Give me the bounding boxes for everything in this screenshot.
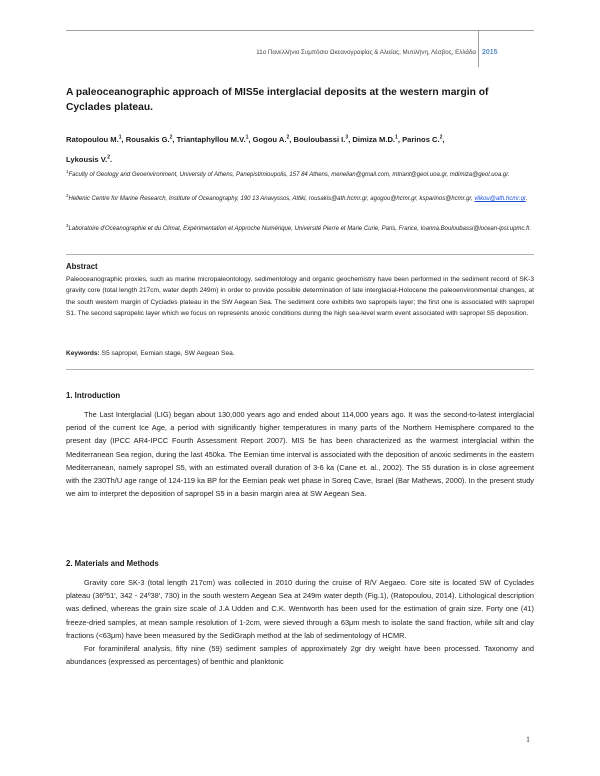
author: Bouloubassi I.$^3$, [293,134,353,144]
affiliation-2: $^2$Hellenic Centre for Marine Research, Institute of Oceanography, 190 13 Anavyssos, Attiki, rousakis@ath.hcmr.gr, agogou@hcmr.gr, ksparinos@hcmr.gr, vlikou@ath.hcmr.gr. [66,193,528,202]
paragraph: Gravity core SK-3 (total length 217cm) was collected in 2010 during the cruise of R/V Aegaeo. Core site is located SW of Cyclades plateau (36º51', 342 - 24º38', 730) in the south western Aegean Sea at 249m water depth (Fig.1), (Ratopoulou, 2014). Lithological description was defined, whereas the grain size scale of J.A Udden and C.K. Wentworth has been used for the estimation of grain size. Forty one (41) freeze-dried samples, at mean sample resolution of 1-2cm, were sieved through a 63μm mesh to isolate the sand fraction, while silt and clay fractions (<63μm) have been measured by the SediGraph method at the lab of sedimentology of HCMR. [66,578,534,640]
abstract-top-rule [66,254,534,255]
methods-body [66,576,534,668]
running-header: 11ο Πανελλήνιο Συμπόσιο Ωκεανογραφίας & Αλιείας, Μυτιλήνη, Λέσβος, Ελλάδα [256,49,476,56]
section-heading-introduction: 1. Introduction [66,391,121,400]
affiliation-1: $^1$Faculty of Geology and Geoenvironment, University of Athens, Panepistimioupolis, 157 84 Athens, menelian@gmail.com, mtriant@geol.uoa.gr, mdimiza@geol.uoa.gr. [66,169,510,178]
paper-title: A paleoceanographic approach of MIS5e interglacial deposits at the western margin of Cyclades plateau. [66,87,489,113]
header-rule [66,30,534,31]
author-list [66,128,534,169]
author: Dimiza M.D.$^1$, [352,134,403,144]
author: Ratopoulou M.$^1$, [66,134,126,144]
page-number: 1 [526,735,530,744]
abstract-text: Paleoceanographic proxies, such as marine micropaleontology, sedimentology and organic geochemistry have been performed in the sediment record of SK-3 gravity core (total length 217cm, water depth 249m) in order to provide possible determination of late interglacial-Holocene the paleoenvironmental changes, at the south western margin of Cyclades plateau in the SW Aegean Sea. The sediment core exhibits two sapropels layer; the first one is associated with sapropel S1. The second sapropelic layer which we focus on represents anoxic conditions during the high sea-level warm event associated with sapropel S5 deposition. [66,276,534,317]
author: Triantaphyllou M.V.$^1$, [176,134,253,144]
paragraph: The Last Interglacial (LIG) began about 130,000 years ago and ended about 114,000 years ago. It was the second-to-latest interglacial period of the current Ice Age, a period with significantly higher temperatures in many parts of the Northern Hemisphere compared to the present day (IPCC AR4-IPCC Fourth Assessment Report 2007). MIS 5e has been characterized as the warmest interglacial within the Mediterranean Sea region, during the last 450ka. The Eemian time interval is associated with the deposition of anoxic sediments in the eastern Mediterranean, namely sapropel S5, with an estimated overall duration of 3-6 ka (Cane et. al., 2002). The S5 duration is in close agreement with the 230Th/U age range of 124-119 ka BP for the Eemian peak wet phase in Soreq Cave, Israel (Bar Mathews, 2000). In the present study we aim to interpret the deposition of sapropel S5 in a basin margin area at SW Aegean Sea. [66,410,534,499]
author: Parinos C.$^2$, [402,134,445,144]
email-link[interactable]: vlikou@ath.hcmr.gr [474,196,526,202]
paragraph: For foraminiferal analysis, fifty nine (59) sediment samples of approximately 2gr dry weight have been processed. Taxonomy and abundances (expressed as percentages) of benthic and planktonic [66,644,534,667]
introduction-body [66,408,534,500]
abstract-heading: Abstract [66,262,98,271]
author: Rousakis G.$^2$, [125,134,177,144]
header-separator [478,30,479,67]
keywords: Keywords: S5 sapropel, Eemian stage, SW Aegean Sea. [66,350,235,357]
section-heading-methods: 2. Materials and Methods [66,559,159,568]
author: Lykousis V.$^2$. [66,154,113,165]
abstract-bottom-rule [66,369,534,370]
author: Gogou A.$^2$, [252,134,294,144]
header-year: 2015 [482,49,498,56]
affiliation-3: $^3$Laboratoire d'Océanographie et du Climat, Expérimentation et Approche Numérique, Université Pierre et Marie Curie, Paris, France, Ioanna.Bouloubassi@locean-ipsl.upmc.fr. [66,223,532,232]
